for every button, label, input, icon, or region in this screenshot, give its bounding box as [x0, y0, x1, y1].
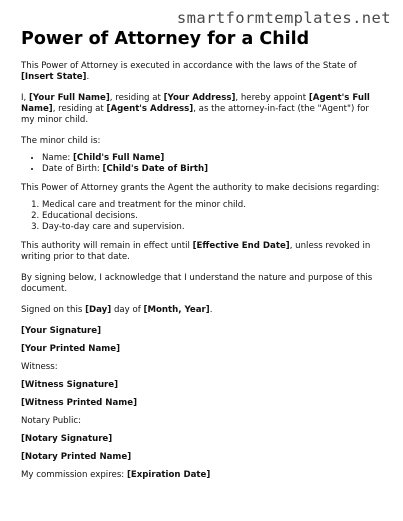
acknowledgement-paragraph: By signing below, I acknowledge that I understand the nature and purpose of this document.	[21, 273, 373, 294]
authority-list	[21, 200, 383, 233]
list-item: 3. Day-to-day care and supervision.	[42, 222, 383, 233]
effect-text-2: , unless revoked in writing prior to that date.	[21, 241, 371, 262]
your-printed-name-line: [Your Printed Name]	[21, 344, 120, 354]
effect-paragraph	[21, 241, 383, 263]
month-year-placeholder: [Month, Year]	[143, 305, 210, 315]
list-item: 2. Educational decisions.	[42, 211, 383, 222]
your-address-placeholder: [Your Address]	[163, 93, 236, 103]
list-item	[42, 153, 383, 164]
your-signature-line: [Your Signature]	[21, 326, 102, 336]
signed-on-text-2: day of	[111, 305, 144, 315]
state-text-end: .	[86, 72, 90, 82]
appointment-text-1: I,	[21, 93, 29, 103]
agent-name-placeholder: [Agent's Full Name]	[21, 93, 370, 114]
notary-signature-line: [Notary Signature]	[21, 434, 113, 444]
commission-line	[21, 470, 383, 481]
witness-signature-line: [Witness Signature]	[21, 380, 119, 390]
expiration-date-placeholder: [Expiration Date]	[126, 470, 211, 480]
child-intro: The minor child is:	[21, 136, 101, 146]
document-body	[21, 28, 383, 491]
appointment-text-2: , residing at	[109, 93, 164, 103]
notary-label: Notary Public:	[21, 416, 82, 426]
appointment-text-3: , hereby appoint	[235, 93, 309, 103]
notary-printed-name-line: [Notary Printed Name]	[21, 452, 132, 462]
agent-address-placeholder: [Agent's Address]	[106, 104, 194, 114]
child-name-label: Name:	[42, 153, 73, 163]
state-paragraph	[21, 61, 383, 83]
your-name-placeholder: [Your Full Name]	[29, 93, 110, 103]
signed-on-text-1: Signed on this	[21, 305, 86, 315]
site-watermark: smartformtemplates.net	[176, 9, 391, 27]
effect-text-1: This authority will remain in effect until	[21, 241, 193, 251]
day-placeholder: [Day]	[85, 305, 112, 315]
end-date-placeholder: [Effective End Date]	[192, 241, 290, 251]
appointment-paragraph	[21, 93, 383, 126]
appointment-text-5: , as the attorney-in-fact (the "Agent") for my minor child.	[21, 104, 369, 125]
child-name-placeholder: [Child's Full Name]	[72, 153, 165, 163]
witness-label: Witness:	[21, 362, 58, 372]
child-dob-placeholder: [Child's Date of Birth]	[102, 164, 209, 174]
document-title: Power of Attorney for a Child	[21, 29, 310, 49]
authority-intro: This Power of Attorney grants the Agent the authority to make decisions regarding:	[21, 183, 380, 193]
state-placeholder: [Insert State]	[21, 72, 87, 82]
list-item	[42, 164, 383, 175]
commission-text: My commission expires:	[21, 470, 127, 480]
signed-on-text-3: .	[209, 305, 213, 315]
list-item: 1. Medical care and treatment for the minor child.	[42, 200, 383, 211]
signed-on-line	[21, 305, 383, 316]
witness-printed-name-line: [Witness Printed Name]	[21, 398, 138, 408]
child-details-list	[21, 153, 383, 175]
state-text: This Power of Attorney is executed in accordance with the laws of the State of	[21, 61, 357, 71]
child-dob-label: Date of Birth:	[42, 164, 103, 174]
appointment-text-4: , residing at	[52, 104, 107, 114]
